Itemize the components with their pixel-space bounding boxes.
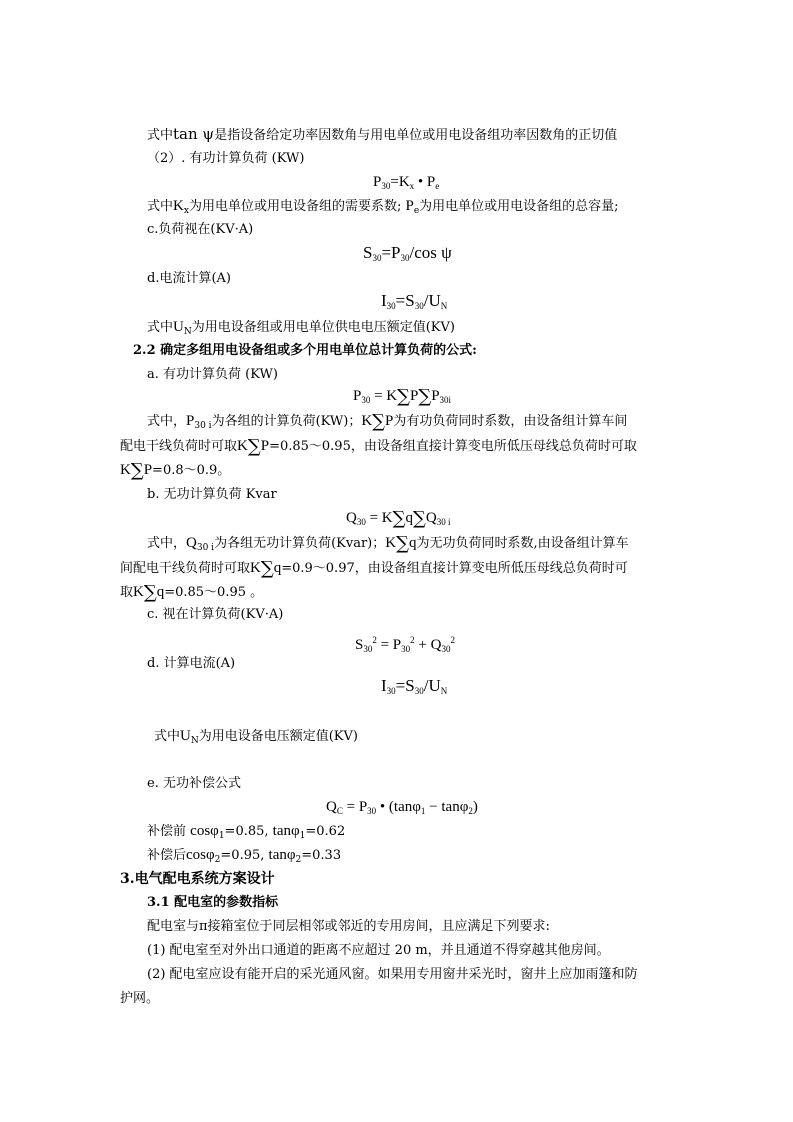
text-line: 式中$K_x$为用电单位或用电设备组的需要系数; $P_e$为用电单位或用电设备组的总容量; [147, 198, 619, 216]
section-heading: 3.1 配电室的参数指标 [147, 895, 279, 910]
text-line: 式中tan ψ是指设备给定功率因数角与用电单位或用电设备组功率因数角的正切值 [147, 125, 618, 143]
text-line: 间配电干线负荷时可取K∑q=0.9～0.97，由设备组直接计算变电所低压母线总负荷时可 [120, 558, 628, 579]
text-line: 式中$U_N$为用电设备组或用电单位供电电压额定值(KV) [147, 319, 455, 337]
chapter-heading: 3.电气配电系统方案设计 [120, 871, 275, 887]
text-line: c. 视在计算负荷(KV·A) [147, 607, 284, 622]
text-line: e. 无功补偿公式 [147, 776, 241, 791]
text-line: 式中，$Q_{30 i}$为各组无功计算负荷(Kvar)；K∑q为无功负荷同时系数,由设备组计算车 [147, 533, 629, 554]
text-line: 补偿前 cosφ$_1$=0.85, tanφ$_1$=0.62 [147, 823, 346, 841]
text-line: d.电流计算(A) [147, 271, 231, 286]
text-line: 配电室与π接箱室位于同层相邻或邻近的专用房间，且应满足下列要求: [147, 919, 550, 934]
equation: $P_{30}=K_x$ • $P_e$ [373, 174, 440, 191]
equation: $P_{30} = K\sum P\sum P_{30i}$ [353, 386, 452, 407]
equation: I30=S30/UN [381, 676, 448, 696]
text-line: (2) 配电室应设有能开启的采光通风窗。如果用专用窗井采光时，窗井上应加雨篷和防 [147, 967, 638, 982]
text-line: 配电干线负荷时可取K∑P=0.85～0.95，由设备组直接计算变电所低压母线总负荷时可取 [120, 436, 637, 457]
equation: I30=S30/UN [381, 291, 448, 311]
text-line: 取K∑q=0.85～0.95 。 [120, 582, 264, 603]
text-line: (1) 配电室至对外出口通道的距离不应超过 20 m，并且通道不得穿越其他房间。 [147, 943, 610, 958]
equation: S30=P30/cos ψ [363, 243, 452, 263]
text-line: 护网。 [120, 991, 160, 1006]
text-line: （2）. 有功计算负荷 (KW) [147, 151, 305, 166]
text-line: 式中，$P_{30 i}$为各组的计算负荷(KW)；K∑P为有功负荷同时系数，由设备组计算车间 [147, 411, 628, 432]
text-line: 式中$U_N$为用电设备电压额定值(KV) [154, 728, 358, 746]
equation: $Q_C = P_{30}$ • (tanφ$_1$ − tanφ$_2$) [326, 799, 478, 816]
equation: $Q_{30} = K\sum q\sum Q_{30 i}$ [346, 508, 451, 529]
text-line: b. 无功计算负荷 Kvar [147, 487, 277, 502]
section-heading: 2.2 确定多组用电设备组或多个用电单位总计算负荷的公式: [133, 343, 477, 358]
text-line: d. 计算电流(A) [147, 656, 236, 671]
text-line: a. 有功计算负荷 (KW) [147, 367, 278, 382]
text-line: K∑P=0.8～0.9。 [120, 460, 231, 481]
text-line: c.负荷视在(KV·A) [147, 222, 254, 237]
text-line: 补偿后cosφ$_2$=0.95, tanφ$_2$=0.33 [147, 847, 342, 865]
equation: $S_{30}^2 = P_{30}^2 + Q_{30}^2$ [355, 635, 455, 654]
